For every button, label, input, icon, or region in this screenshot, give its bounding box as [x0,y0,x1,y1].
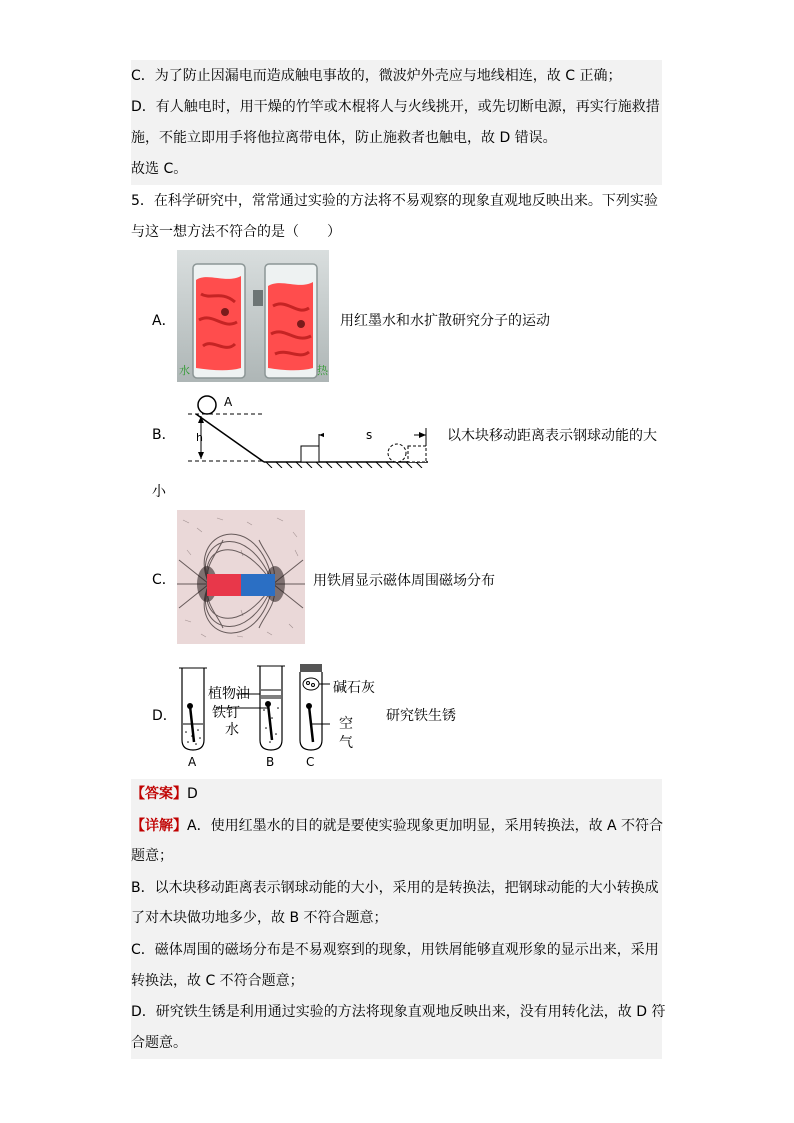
tube-b-label: B [266,755,275,769]
distance-label: s [366,428,373,442]
label-water: 水 [225,722,239,738]
answer-value: D [187,786,198,802]
option-a-caption: 用红墨水和水扩散研究分子的运动 [340,313,550,329]
answer-tag: 【答案】 [131,786,187,802]
tube-c-label: C [306,755,315,769]
label-air-1: 空 [339,716,353,732]
label-lime: 碱石灰 [333,680,375,696]
explain-tag: 【详解】 [131,818,187,834]
label-oil: 植物油 [208,686,250,702]
ink-diffusion-photo [177,250,329,382]
option-d-label: D． [152,708,177,724]
explain-d2: 合题意。 [131,1035,187,1051]
option-c-caption: 用铁屑显示磁体周围磁场分布 [313,573,495,589]
option-b-label: B． [152,427,176,443]
label-air-2: 气 [339,735,353,751]
option-a-label: A． [152,313,176,329]
explain-b2: 了对木块做功地多少，故 B 不符合题意； [131,910,388,926]
question-line-1: 5．在科学研究中，常常通过实验的方法将不易观察的现象直观地反映出来。下列实验 [131,193,658,209]
option-b-caption-cont: 小 [152,484,166,500]
explain-b1: B．以木块移动距离表示钢球动能的大小，采用的是转换法，把钢球动能的大小转换成 [131,880,659,896]
photo-tag-left: 水 [179,364,190,377]
option-c-label: C． [152,572,176,588]
option-b-caption: 以木块移动距离表示钢球动能的大 [447,428,657,444]
tube-a-label: A [188,755,197,769]
prev-line-d1: D．有人触电时，用干燥的竹竿或木棍将人与火线挑开，或先切断电源，再实行施救措 [131,99,660,115]
explain-a1 [131,816,663,836]
explain-a2: 题意； [131,848,173,864]
explain-a1-text: A．使用红墨水的目的就是要使实验现象更加明显，采用转换法，故 A 不符合 [187,818,664,834]
height-label: h [196,431,203,444]
prev-line-d2: 施，不能立即用手将他拉离带电体，防止施救者也触电，故 D 错误。 [131,130,557,146]
prev-conclusion: 故选 C。 [131,161,188,177]
explain-c1: C．磁体周围的磁场分布是不易观察到的现象，用铁屑能够直观形象的显示出来，采用 [131,942,659,958]
label-nail: 铁钉 [212,705,240,721]
prev-line-c: C．为了防止因漏电而造成触电事故的，微波炉外壳应与地线相连，故 C 正确； [131,68,622,84]
question-line-2: 与这一想方法不符合的是（ ） [131,224,341,240]
ramp-diagram [180,392,440,468]
explain-d1: D．研究铁生锈是利用通过实验的方法将现象直观地反映出来，没有用转化法，故 D 符 [131,1004,666,1020]
photo-tag-right: 热 [317,364,328,377]
option-d-caption: 研究铁生锈 [386,708,456,724]
answer-line [131,784,198,804]
iron-filings-photo [177,510,305,644]
ball-label: A [224,395,233,409]
explain-c2: 转换法，故 C 不符合题意； [131,973,304,989]
